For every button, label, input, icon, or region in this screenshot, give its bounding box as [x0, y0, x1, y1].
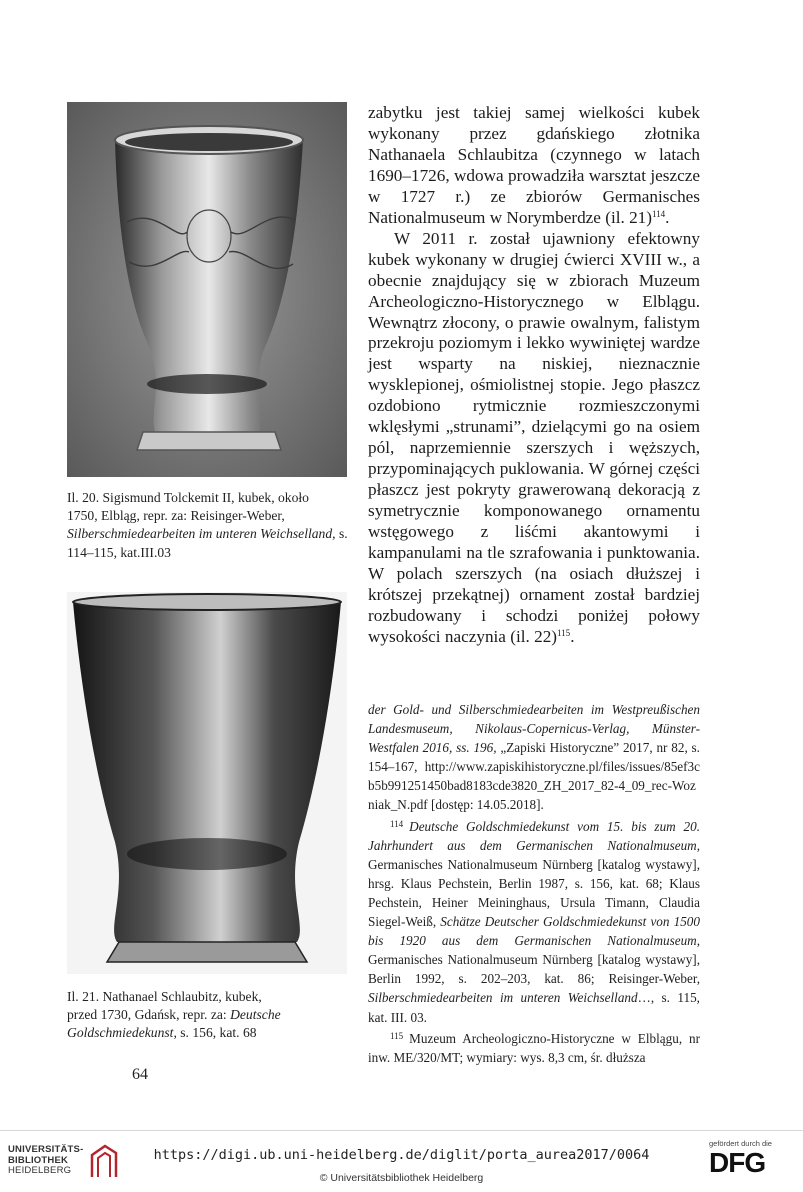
footnote-continuation-title: der Gold- und Silberschmiedearbeiten im Westpreußischen Landesmuseum, Nikolaus-Copernicus-Verlag, Münster-Westfalen 2016, ss. 196,: [368, 702, 700, 756]
library-line-3: HEIDELBERG: [8, 1165, 72, 1177]
footnote-continuation: [368, 700, 700, 815]
body-text: [368, 103, 700, 648]
figure-21-caption: [67, 988, 357, 1043]
footnote-114-text-2: , Germanisches Nationalmuseum Nürnberg [katalog wystawy], Berlin 1992, s. 202–203, kat. 86; Reisinger-Weber,: [368, 933, 700, 987]
footer-bar: [0, 1130, 803, 1192]
figure-21-caption-line1: Il. 21. Nathanael Schlaubitz, kubek,: [67, 989, 262, 1004]
figure-20-caption: [67, 489, 357, 562]
footnote-access-date: [dostęp: 14.05.2018].: [427, 797, 544, 813]
footnote-ref-115[interactable]: 115: [557, 627, 571, 638]
footnotes: [368, 700, 700, 1067]
body-paragraph-1-text: zabytku jest takiej samej wielkości kubek wykonany przez gdańskiego złotnika Nathanaela Schlaubitza (czynnego w latach 1690–1726, wdowa prowadziła warsztat jeszcze w 1727 r.) ze zbiorów Germanisches Nationalmuseum w Norymberdze (il. 21): [368, 103, 700, 227]
footnote-114-title-3: Silberschmiedearbeiten im unteren Weichselland: [368, 990, 638, 1006]
footnote-115-number: 115: [390, 1030, 404, 1041]
footer-copyright: © Universitätsbibliothek Heidelberg: [319, 1172, 484, 1184]
footnote-ref-114[interactable]: 114: [652, 208, 666, 219]
page-number: 64: [132, 1066, 148, 1083]
footnote-114-title-1: Deutsche Goldschmiedekunst vom 15. bis zum 20. Jahrhundert aus dem Germanischen Nationalmuseum: [368, 818, 700, 853]
footnote-114-number: 114: [390, 818, 404, 829]
footnote-114-title-2: Schätze Deutscher Goldschmiedekunst von 1500 bis 1920 aus dem Germanischen Nationalmuseum: [368, 914, 700, 949]
footnote-114-text-1: , Germanisches Nationalmuseum Nürnberg [katalog wystawy], hrsg. Klaus Pechstein, Berlin 1987, s. 156, kat. 68; Klaus Pechstein, Heiner Meininghaus, Ursula Timann, Claudia Siegel-Weiß,: [368, 837, 700, 930]
footnote-continuation-text: „Zapiski Historyczne” 2017, nr 82, s. 154–167,: [368, 740, 700, 775]
figure-21-caption-title: Deutsche Goldschmiedekunst: [67, 1007, 281, 1041]
figure-20-photo: [67, 102, 347, 477]
figure-20-caption-line1: Il. 20. Sigismund Tolckemit II, kubek, około: [67, 490, 309, 505]
dfg-logo: DFG: [709, 1147, 766, 1178]
figure-20-caption-end: , s. 114–115, kat.III.03: [67, 526, 348, 560]
library-line-1: UNIVERSITÄTS-: [8, 1144, 84, 1156]
body-paragraph-2: [368, 229, 700, 648]
figure-20-caption-title: Silberschmiedearbeiten im unteren Weichselland: [67, 526, 333, 542]
figure-21-photo: [67, 592, 347, 974]
figure-20-caption-line2: 1750, Elbląg, repr. za: Reisinger-Weber,: [67, 508, 285, 524]
footnote-115: [368, 1027, 700, 1067]
dfg-sponsor-label: gefördert durch die: [709, 1139, 772, 1148]
footnote-115-text: Muzeum Archeologiczno-Historyczne w Elblągu, nr inw. ME/320/MT; wymiary: wys. 8,3 cm, śr. dłuższa: [368, 1030, 700, 1065]
footnote-114: [368, 815, 700, 1027]
page-url-link[interactable]: https://digi.ub.uni-heidelberg.de/diglit/porta_aurea2017/0064: [153, 1147, 650, 1163]
library-line-2: BIBLIOTHEK: [8, 1154, 69, 1166]
body-paragraph-1-end: .: [665, 207, 670, 227]
footnote-url-link[interactable]: http://www.zapiskihistoryczne.pl/files/issues/85ef3cb5b991251450bad8183cde3820_ZH_2017_82-4_09_rec-Wozniak_N.pdf: [368, 759, 700, 813]
body-paragraph-1: [368, 103, 700, 229]
figure-21-caption-line2: przed 1730, Gdańsk, repr. za:: [67, 1007, 231, 1023]
body-paragraph-2-text: W 2011 r. został ujawniony efektowny kubek wykonany w drugiej ćwierci XVIII w., a obecnie znajdujący się w zbiorach Muzeum Archeologiczno-Historycznego w Elblągu. Wewnątrz złocony, o prawie owalnym, falistym przekroju poziomym i lekko wywiniętej wardze jest wsparty na niskiej, nieznacznie wysklepionej, ośmiolistnej stopie. Jego płaszcz ozdobiono rytmicznie rozmieszczonymi wklęsłymi „strunami”, dzielącymi go na osiem pól, naprzemiennie szerszych i węższych, przypominających puklowania. W górnej części płaszcz jest pokryty grawerowaną dekoracją z symetrycznie komponowanego ornamentu wstęgowego z liśćmi akantowymi i kampanulami na tle szrafowania i punktowania. W polach szerszych (na osiach dłuższej i krótszej przekątnej) ornament został bardziej rozbudowany i schodzi poniżej połowy wysokości naczynia (il. 22): [368, 228, 700, 646]
dfg-logo-block[interactable]: [709, 1139, 789, 1178]
engraved-beaker-image: [67, 102, 347, 477]
plain-beaker-image: [67, 592, 347, 974]
figure-21-caption-end: , s. 156, kat. 68: [173, 1025, 257, 1041]
body-paragraph-2-end: .: [570, 626, 575, 646]
footnote-114-text-3: …, s. 115, kat. III. 03.: [368, 990, 700, 1025]
